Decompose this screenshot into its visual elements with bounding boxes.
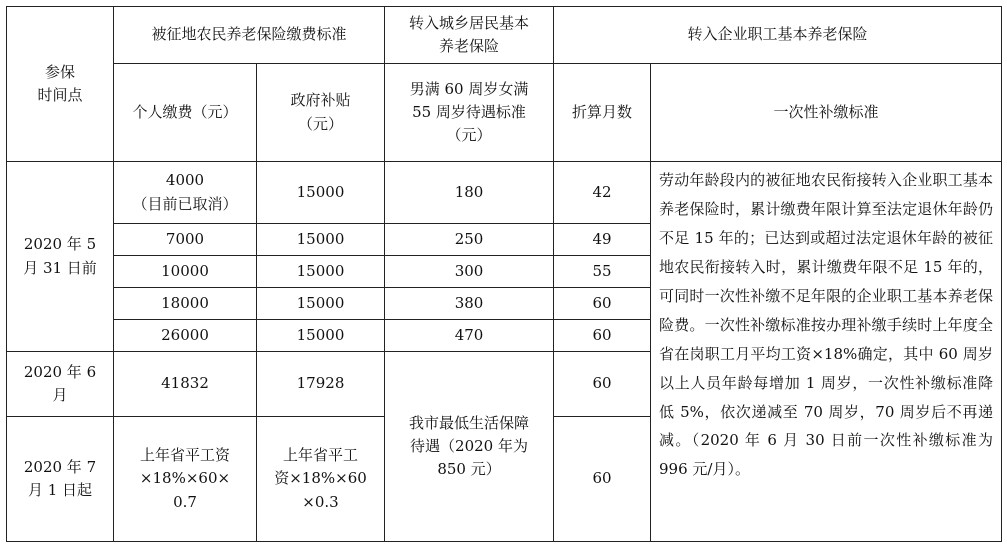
header-lump-sum: 一次性补缴标准: [651, 64, 1002, 162]
header-benefit-standard: 男满 60 周岁女满 55 周岁待遇标准 （元）: [385, 64, 554, 162]
personal-cell: 10000: [114, 256, 257, 288]
gov-cell: 15000: [257, 256, 385, 288]
gov-cell: 15000: [257, 162, 385, 224]
header-period: 参保 时间点: [7, 7, 114, 162]
lump-sum-note: 劳动年龄段内的被征地农民衔接转入企业职工基本养老保险时，累计缴费年限计算至法定退休年龄仍不足 15 年的；已达到或超过法定退休年龄的被征地农民衔接转入时，累计缴费年限不足 15 年的，可同时一次性补缴不足年限的企业职工基本养老保险费。一次性补缴标准按办理补缴手续时上年度全省在岗职工月平均工资×18%确定，其中 60 周岁以上人员年龄每增加 1 周岁，一次性补缴标准降低 5%，依次递减至 70 周岁，70 周岁后不再递减。（2020 年 6 月 30 日前一次性补缴标准为 996 元/月）。: [651, 162, 1002, 542]
months-cell: 42: [554, 162, 651, 224]
period-cell: 2020 年 6 月: [7, 352, 114, 417]
months-cell: 60: [554, 417, 651, 542]
personal-cell: 41832: [114, 352, 257, 417]
personal-cell: 4000 （目前已取消）: [114, 162, 257, 224]
benefit-cell: 250: [385, 224, 554, 256]
header-gov-subsidy: 政府补贴 （元）: [257, 64, 385, 162]
table-row: [7, 162, 1002, 224]
gov-cell: 15000: [257, 320, 385, 352]
benefit-cell: 180: [385, 162, 554, 224]
personal-cell: 7000: [114, 224, 257, 256]
gov-cell: 上年省平工 资×18%×60 ×0.3: [257, 417, 385, 542]
months-cell: 60: [554, 352, 651, 417]
personal-cell: 上年省平工资 ×18%×60× 0.7: [114, 417, 257, 542]
header-months: 折算月数: [554, 64, 651, 162]
benefit-cell: 380: [385, 288, 554, 320]
months-cell: 60: [554, 288, 651, 320]
months-cell: 60: [554, 320, 651, 352]
gov-cell: 15000: [257, 224, 385, 256]
insurance-standards-table: [6, 6, 1002, 542]
benefit-cell: 我市最低生活保障 待遇（2020 年为 850 元）: [385, 352, 554, 542]
personal-cell: 26000: [114, 320, 257, 352]
personal-cell: 18000: [114, 288, 257, 320]
gov-cell: 17928: [257, 352, 385, 417]
benefit-cell: 300: [385, 256, 554, 288]
header-land-group: 被征地农民养老保险缴费标准: [114, 7, 385, 64]
header-urban-rural: 转入城乡居民基本 养老保险: [385, 7, 554, 64]
benefit-cell: 470: [385, 320, 554, 352]
months-cell: 49: [554, 224, 651, 256]
header-personal: 个人缴费（元）: [114, 64, 257, 162]
period-cell: 2020 年 5 月 31 日前: [7, 162, 114, 352]
gov-cell: 15000: [257, 288, 385, 320]
period-cell: 2020 年 7 月 1 日起: [7, 417, 114, 542]
header-enterprise: 转入企业职工基本养老保险: [554, 7, 1002, 64]
months-cell: 55: [554, 256, 651, 288]
